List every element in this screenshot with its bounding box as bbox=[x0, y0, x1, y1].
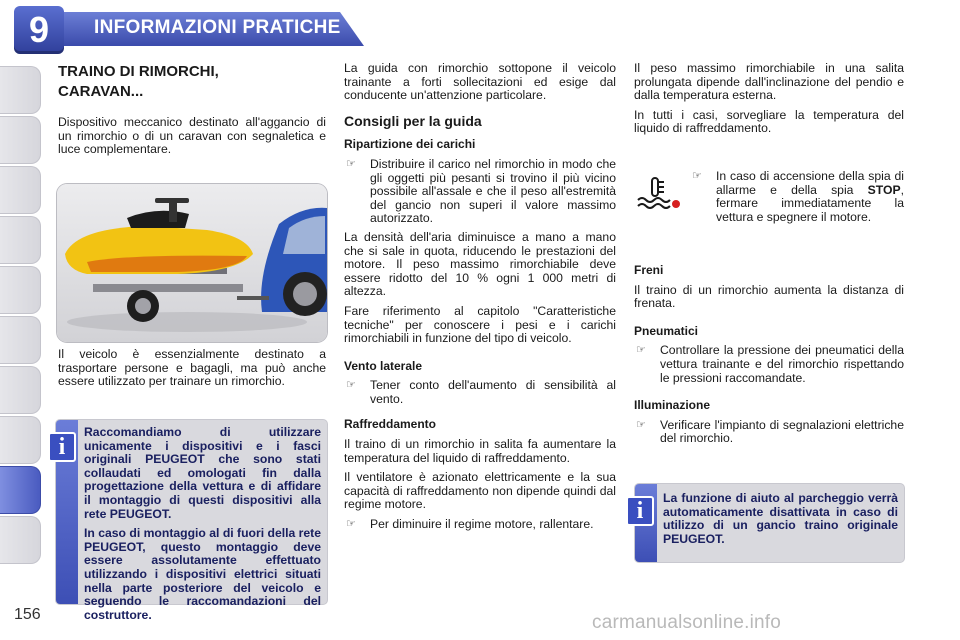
list-item bbox=[344, 518, 616, 532]
intro-paragraph: Dispositivo meccanico destinato all'aggancio di un rimorchio o di un caravan con segnaletica e luce complementare. bbox=[58, 115, 326, 157]
chapter-number-badge: 9 bbox=[14, 6, 64, 54]
warning-text-part-2: , fermare immediatamente la vettura e spegnere il motore. bbox=[716, 182, 904, 224]
chapter-tab-6[interactable] bbox=[0, 316, 41, 364]
guidance-intro: La guida con rimorchio sottopone il veicolo trainante a forti sollecitazioni ed esige dal conducente un'attenzione particolare. bbox=[344, 61, 616, 103]
chapter-tab-5[interactable] bbox=[0, 266, 41, 314]
lighting-title: Illuminazione bbox=[634, 398, 711, 413]
chapter-tab-10[interactable] bbox=[0, 516, 41, 564]
info-paragraph-1: Raccomandiamo di utilizzare unicamente i dispositivi e i fasci originali PEUGEOT che sono stati collaudati ed omologati fin dalla progettazione della vettura e di affidare il montaggio di questi dispositivi alla rete PEUGEOT. bbox=[84, 425, 321, 521]
pointing-hand-icon: ☞ bbox=[636, 418, 646, 431]
column-1-lower bbox=[58, 348, 326, 395]
section-title: TRAINO DI RIMORCHI, CARAVAN... bbox=[58, 63, 219, 100]
warning-text bbox=[716, 170, 904, 224]
brakes-title: Freni bbox=[634, 263, 664, 277]
load-distribution-title: Ripartizione dei carichi bbox=[344, 137, 476, 152]
info-icon: i bbox=[626, 496, 654, 526]
chapter-tab-9-active[interactable] bbox=[0, 466, 41, 514]
list-item bbox=[634, 344, 904, 385]
pointing-hand-icon: ☞ bbox=[346, 379, 356, 392]
column-1 bbox=[58, 62, 326, 163]
technical-reference-paragraph: Fare riferimento al capitolo "Caratteristiche tecniche" per conoscere i pesi e i carichi rimorchiabili in funzione del tipo di veicolo. bbox=[344, 303, 616, 346]
warning-bullet-block bbox=[690, 170, 904, 229]
chapter-tab-7[interactable] bbox=[0, 366, 41, 414]
jetski-trailer-car-image bbox=[57, 184, 327, 342]
chapter-tab-8[interactable] bbox=[0, 416, 41, 464]
cooling-paragraph-1: Il traino di un rimorchio in salita fa aumentare la temperatura del liquido di raffreddamento. bbox=[344, 437, 616, 465]
info-box-text bbox=[84, 426, 321, 622]
coolant-warning-icon bbox=[636, 176, 680, 210]
crosswind-text: Tener conto dell'aumento di sensibilità al vento. bbox=[370, 378, 616, 406]
chapter-tab-4[interactable] bbox=[0, 216, 41, 264]
lighting-text: Verificare l'impianto di segnalazioni elettriche del rimorchio. bbox=[660, 417, 904, 446]
column-3 bbox=[634, 62, 904, 142]
chapter-tab-2[interactable] bbox=[0, 116, 41, 164]
chapter-title: INFORMAZIONI PRATICHE bbox=[94, 17, 341, 38]
coolant-paragraph: In tutti i casi, sorvegliare la temperatura del liquido di raffreddamento. bbox=[634, 107, 904, 136]
slope-paragraph: Il peso massimo rimorchiabile in una salita prolungata dipende dall'inclinazione del pendio e dalla temperatura esterna. bbox=[634, 61, 904, 103]
chapter-tabs bbox=[0, 66, 48, 576]
info-icon: i bbox=[48, 432, 76, 462]
tyres-text: Controllare la pressione dei pneumatici della vettura trainante e del rimorchio rispettando le pressioni raccomandate. bbox=[660, 343, 904, 385]
crosswind-title: Vento laterale bbox=[344, 358, 423, 373]
column-3-lower bbox=[634, 254, 904, 451]
warning-text-part-1: In caso di accensione della spia di allarme e della spia bbox=[716, 169, 904, 197]
slow-down-text: Per diminuire il regime motore, rallentare. bbox=[370, 517, 594, 532]
usage-paragraph: Il veicolo è essenzialmente destinato a trasportare persone e bagagli, ma può anche essere utilizzato per trainare un rimorchio. bbox=[58, 347, 326, 389]
cooling-title: Raffreddamento bbox=[344, 417, 437, 432]
load-distribution-text: Distribuire il carico nel rimorchio in modo che gli oggetti più pesanti si trovino il più vicino possibile all'assale e che il peso all'estremità del gancio non superi il valore massimo autorizzato. bbox=[370, 156, 616, 226]
column-2 bbox=[344, 62, 616, 537]
info-paragraph-2: In caso di montaggio al di fuori della rete PEUGEOT, questo montaggio deve essere assolutamente effettuato utilizzando i dispositivi elettrici situati nella parte posteriore del veicolo e seguendo le raccomandazioni del costruttore. bbox=[84, 526, 322, 622]
towing-illustration bbox=[57, 184, 327, 342]
chapter-tab-3[interactable] bbox=[0, 166, 41, 214]
info-box-parking-aid bbox=[635, 484, 904, 562]
chapter-tab-1[interactable] bbox=[0, 66, 41, 114]
list-item bbox=[344, 158, 616, 226]
stop-label: STOP bbox=[867, 182, 901, 197]
pointing-hand-icon: ☞ bbox=[346, 518, 356, 531]
page-number: 156 bbox=[14, 606, 41, 623]
air-density-paragraph: La densità dell'aria diminuisce a mano a mano che si sale in quota, riducendo le prestazioni del motore. Il peso massimo rimorchiabile deve essere ridotto del 10 % ogni 1 000 metri di altezza. bbox=[344, 229, 616, 299]
brakes-paragraph: Il traino di un rimorchio aumenta la distanza di frenata. bbox=[634, 282, 904, 311]
cooling-paragraph-2: Il ventilatore è azionato elettricamente e la sua capacità di raffreddamento non dipende quindi dal regime motore. bbox=[344, 470, 616, 512]
list-item bbox=[690, 170, 904, 224]
pointing-hand-icon: ☞ bbox=[346, 157, 356, 170]
tyres-title: Pneumatici bbox=[634, 323, 699, 338]
pointing-hand-icon: ☞ bbox=[692, 170, 702, 182]
driving-tips-heading: Consigli per la guida bbox=[344, 112, 482, 129]
header-bar bbox=[0, 0, 960, 58]
list-item bbox=[634, 419, 904, 446]
parking-aid-text: La funzione di aiuto al parcheggio verrà automaticamente disattivata in caso di utilizzo di un gancio traino originale PEUGEOT. bbox=[663, 491, 898, 546]
pointing-hand-icon: ☞ bbox=[636, 344, 646, 357]
list-item bbox=[344, 379, 616, 406]
watermark: carmanualsonline.info bbox=[592, 612, 782, 633]
info-box-accessories bbox=[56, 420, 327, 622]
